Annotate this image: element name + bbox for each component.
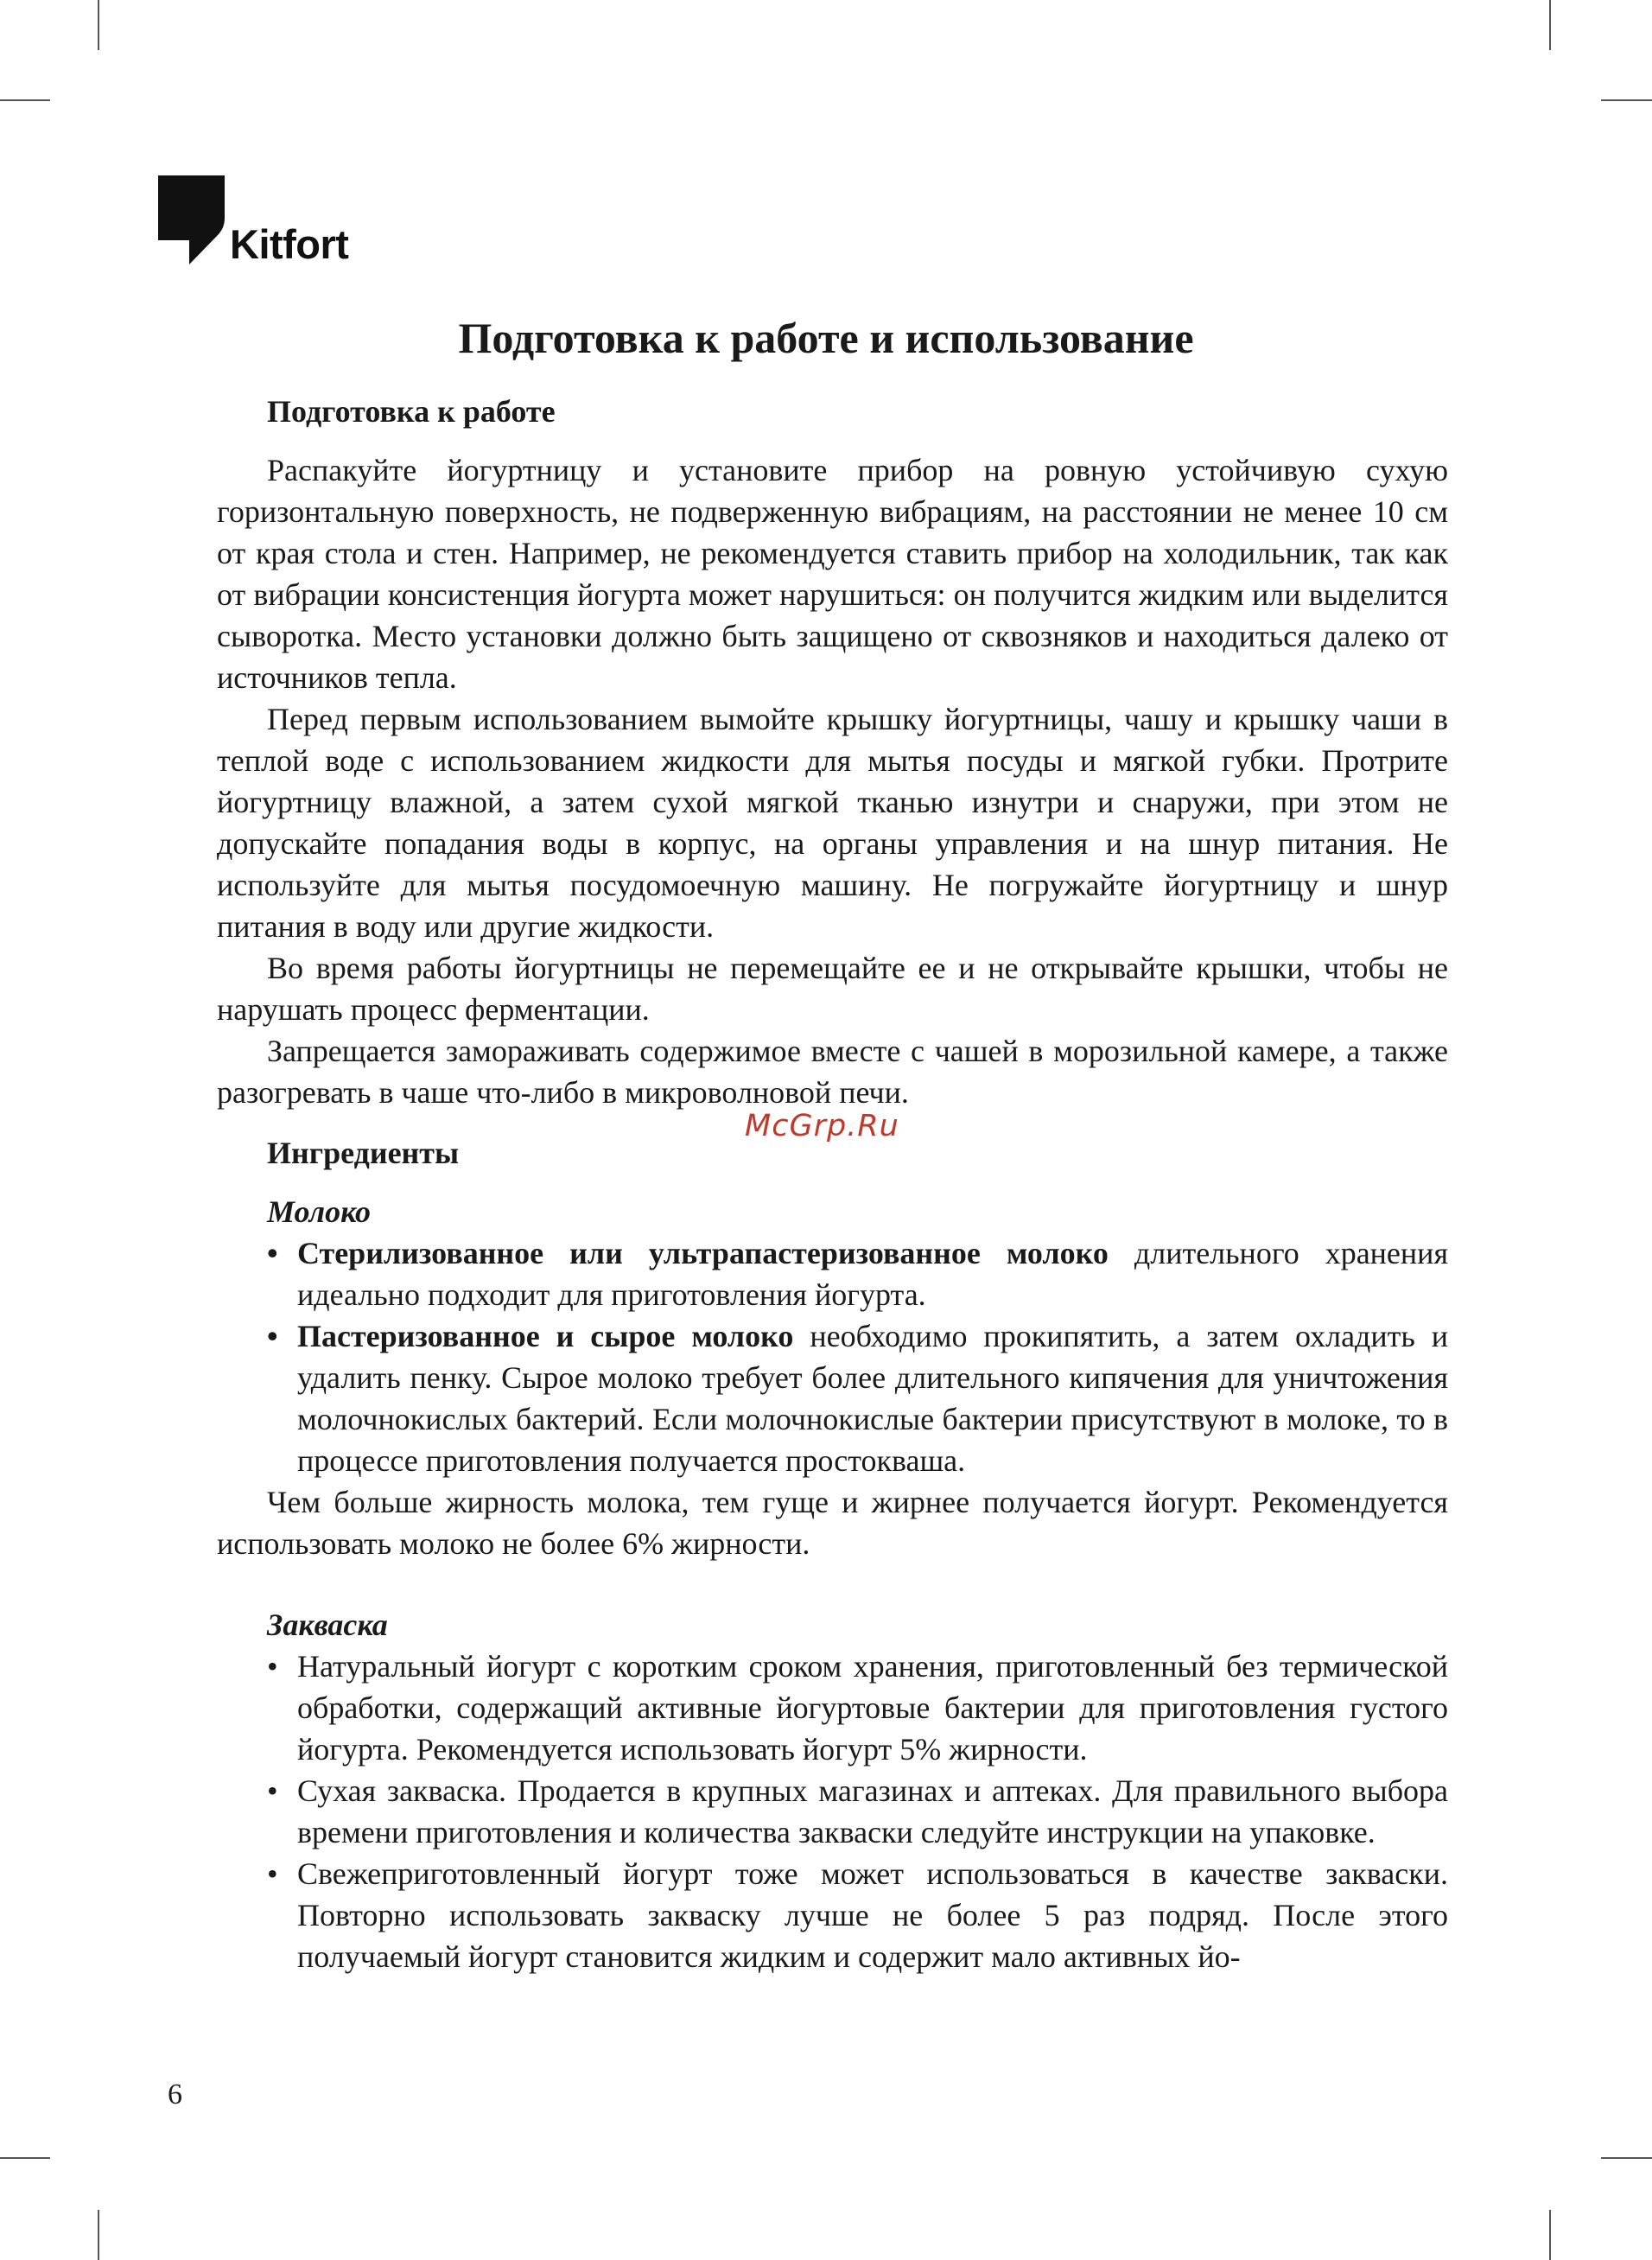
paragraph: Запрещается замораживать содержимое вместе с чашей в морозильной камере, а также разогревать в чаше что-либо в микроволновой печи. bbox=[217, 1034, 1448, 1110]
brand-name: Kitfort bbox=[230, 221, 349, 267]
crop-mark bbox=[1601, 99, 1652, 101]
kitfort-logo-icon bbox=[158, 175, 225, 264]
paragraph: Распакуйте йогуртницу и установите прибор на ровную устойчивую сухую горизонтальную поверхность, не подверженную вибрациям, на расстоянии не менее 10 см от края стола и стен. Например, не рекомендуется ставить прибор на холодильник, так как от вибрации консистенция йогурта может нарушиться: он получится жидким или выделится сыворотка. Место установки должно быть защищено от сквозняков и находиться далеко от источников тепла. bbox=[217, 453, 1448, 695]
list-item: • Свежеприготовленный йогурт тоже может использоваться в качестве закваски. Повторно использовать закваску лучше не более 5 раз подряд. После этого получаемый йогурт становится жидким и содержит мало активных йо- bbox=[217, 1853, 1448, 1977]
subheading-milk: Молоко bbox=[267, 1194, 371, 1229]
list-item: • Пастеризованное и сырое молоко необходимо прокипятить, а затем охладить и удалить пенку. Сырое молоко требует более длительного кипячения для уничтожения молочнокислых бактерий. Если молочнокислые бактерии присутствуют в молоке, то в процессе приготовления получается простокваша. bbox=[217, 1315, 1448, 1481]
crop-mark bbox=[1549, 2210, 1551, 2260]
section-heading-prep: Подготовка к работе bbox=[267, 394, 556, 429]
paragraph: Перед первым использованием вымойте крышку йогуртницы, чашу и крышку чаши в теплой воде с использованием жидкости для мытья посуды и мягкой губки. Протрите йогуртницу влажной, а затем сухой мягкой тканью изнутри и снаружи, при этом не допускайте попадания воды в корпус, на органы управления и на шнур питания. Не используйте для мытья посудомоечную машину. Не погружайте йогуртницу и шнур питания в воду или другие жидкости. bbox=[217, 702, 1448, 944]
section-heading-ingredients: Ингредиенты bbox=[267, 1136, 460, 1170]
list-item: • Стерилизованное или ультрапастеризованное молоко длительного хранения идеально подходит для приготовления йогурта. bbox=[217, 1232, 1448, 1315]
crop-mark bbox=[0, 2157, 50, 2159]
milk-list bbox=[217, 1232, 1448, 1481]
paragraph: Чем больше жирность молока, тем гуще и жирнее получается йогурт. Рекомендуется использовать молоко не более 6% жирности. bbox=[217, 1485, 1448, 1561]
crop-mark bbox=[1549, 0, 1551, 50]
subheading-starter: Закваска bbox=[267, 1607, 388, 1642]
crop-mark bbox=[1601, 2157, 1652, 2159]
crop-mark bbox=[98, 2210, 99, 2260]
brand-logo bbox=[158, 175, 349, 267]
page-title: Подготовка к работе и использование bbox=[458, 314, 1194, 362]
crop-mark bbox=[98, 0, 99, 50]
paragraph: Во время работы йогуртницы не перемещайте ее и не открывайте крышки, чтобы не нарушать процесс ферментации. bbox=[217, 951, 1448, 1027]
list-item: • Сухая закваска. Продается в крупных магазинах и аптеках. Для правильного выбора времени приготовления и количества закваски следуйте инструкции на упаковке. bbox=[217, 1770, 1448, 1853]
crop-mark bbox=[0, 99, 50, 101]
page-number: 6 bbox=[168, 2079, 182, 2110]
page-content bbox=[217, 391, 1448, 1977]
watermark: McGrp.Ru bbox=[745, 1109, 899, 1143]
list-item: • Натуральный йогурт с коротким сроком хранения, приготовленный без термической обработки, содержащий активные йогуртовые бактерии для приготовления густого йогурта. Рекомендуется использовать йогурт 5% жирности. bbox=[217, 1646, 1448, 1770]
starter-list bbox=[217, 1646, 1448, 1977]
